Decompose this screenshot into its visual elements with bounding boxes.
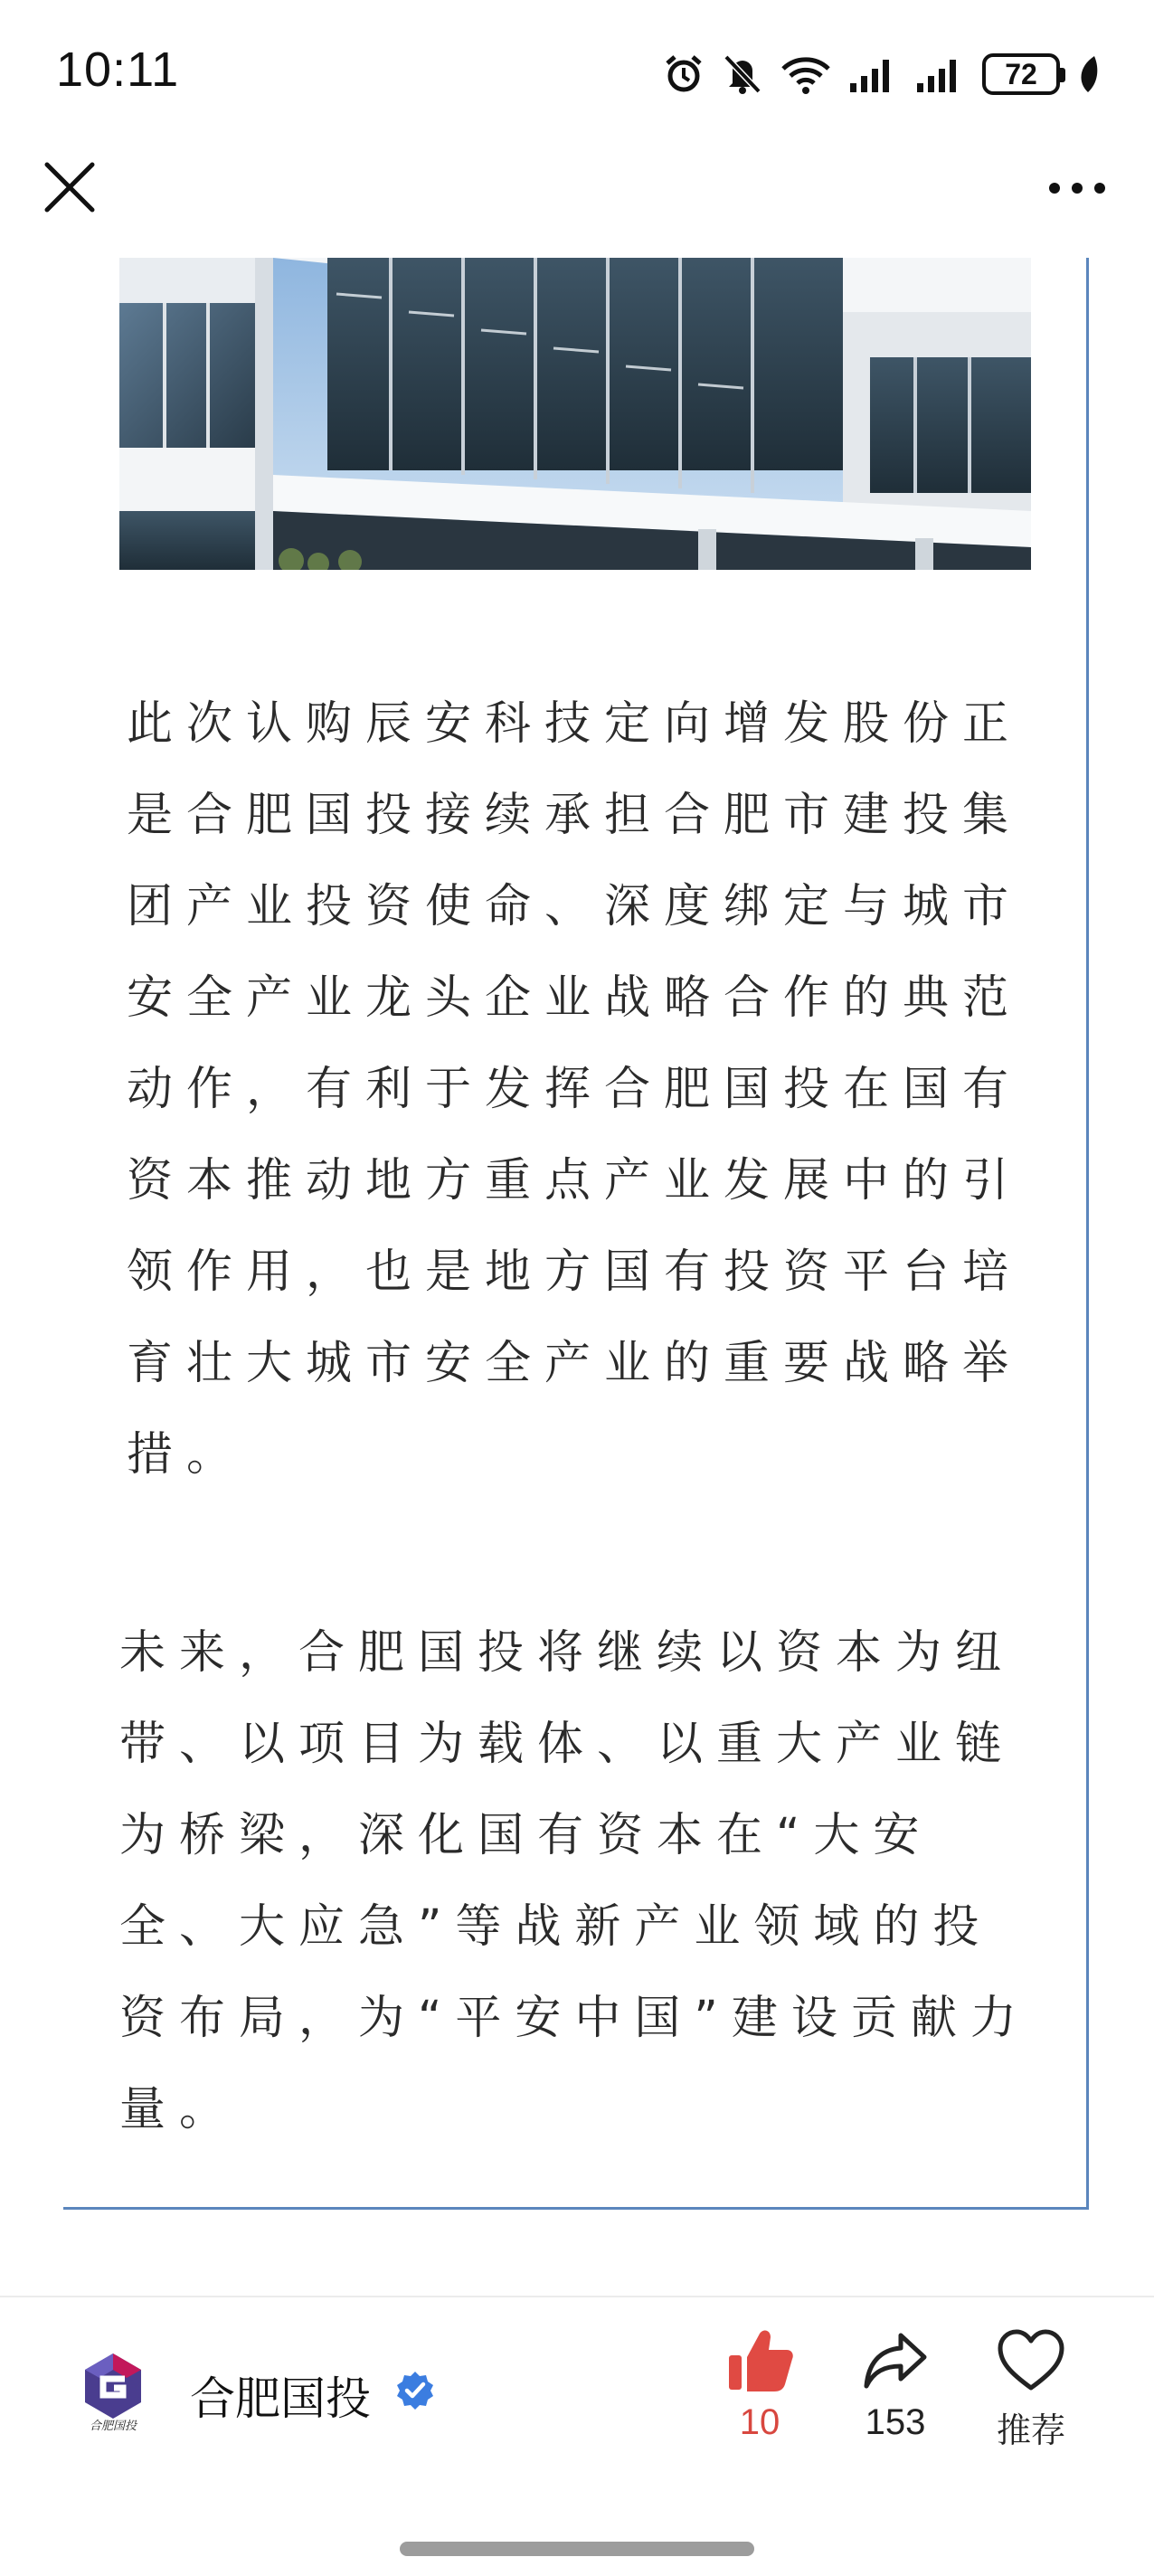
status-time: 10:11: [56, 43, 180, 97]
article-paragraph: 此次认购辰安科技定向增发股份正是合肥国投接续承担合肥市建投集团产业投资使命、深度绑定与城市安全产业龙头企业战略合作的典范动作，有利于发挥合肥国投在国有资本推动地方重点产业发展中的引领作用，也是地方国有投资平台培育壮大城市安全产业的重要战略举措。: [127, 697, 1023, 1482]
signal-icon: [848, 52, 899, 96]
mute-icon: [722, 52, 763, 96]
recommend-label: 推荐: [996, 2410, 1065, 2450]
more-icon: [1036, 168, 1118, 208]
author-avatar[interactable]: [72, 2350, 154, 2431]
alarm-icon: [662, 52, 705, 96]
close-button[interactable]: [38, 156, 101, 219]
signal-icon: [915, 52, 966, 96]
home-indicator[interactable]: [400, 2542, 754, 2556]
status-icons: [662, 47, 1100, 101]
more-button[interactable]: [1036, 168, 1118, 208]
battery-icon: 72: [982, 53, 1060, 95]
wifi-icon: [780, 52, 832, 96]
heart-icon: [995, 2326, 1067, 2395]
verified-badge: [394, 2370, 436, 2411]
leaf-icon: [1076, 54, 1100, 94]
thumbs-up-icon: [724, 2326, 796, 2395]
article-hero-image: [119, 258, 1031, 570]
status-bar: [0, 0, 1154, 145]
share-button[interactable]: [832, 2326, 959, 2443]
author-logo-caption: 合肥国投: [89, 2420, 137, 2431]
share-icon: [859, 2326, 932, 2395]
author-name[interactable]: 合肥国投: [190, 2372, 371, 2425]
verified-icon: [394, 2370, 436, 2411]
article-paragraph: 未来，合肥国投将继续以资本为纽带、以项目为载体、以重大产业链为桥梁，深化国有资本在“大安全、大应急”等战新产业领域的投资布局，为“平安中国”建设贡献力量。: [119, 1626, 1030, 2136]
building-illustration: [119, 258, 1031, 570]
like-button[interactable]: [696, 2326, 823, 2443]
share-count: 153: [865, 2402, 926, 2442]
bottom-bar-divider: [0, 2296, 1154, 2297]
close-icon: [38, 156, 101, 219]
recommend-button[interactable]: [968, 2326, 1094, 2452]
like-count: 10: [739, 2402, 780, 2442]
author-logo: [72, 2350, 154, 2431]
